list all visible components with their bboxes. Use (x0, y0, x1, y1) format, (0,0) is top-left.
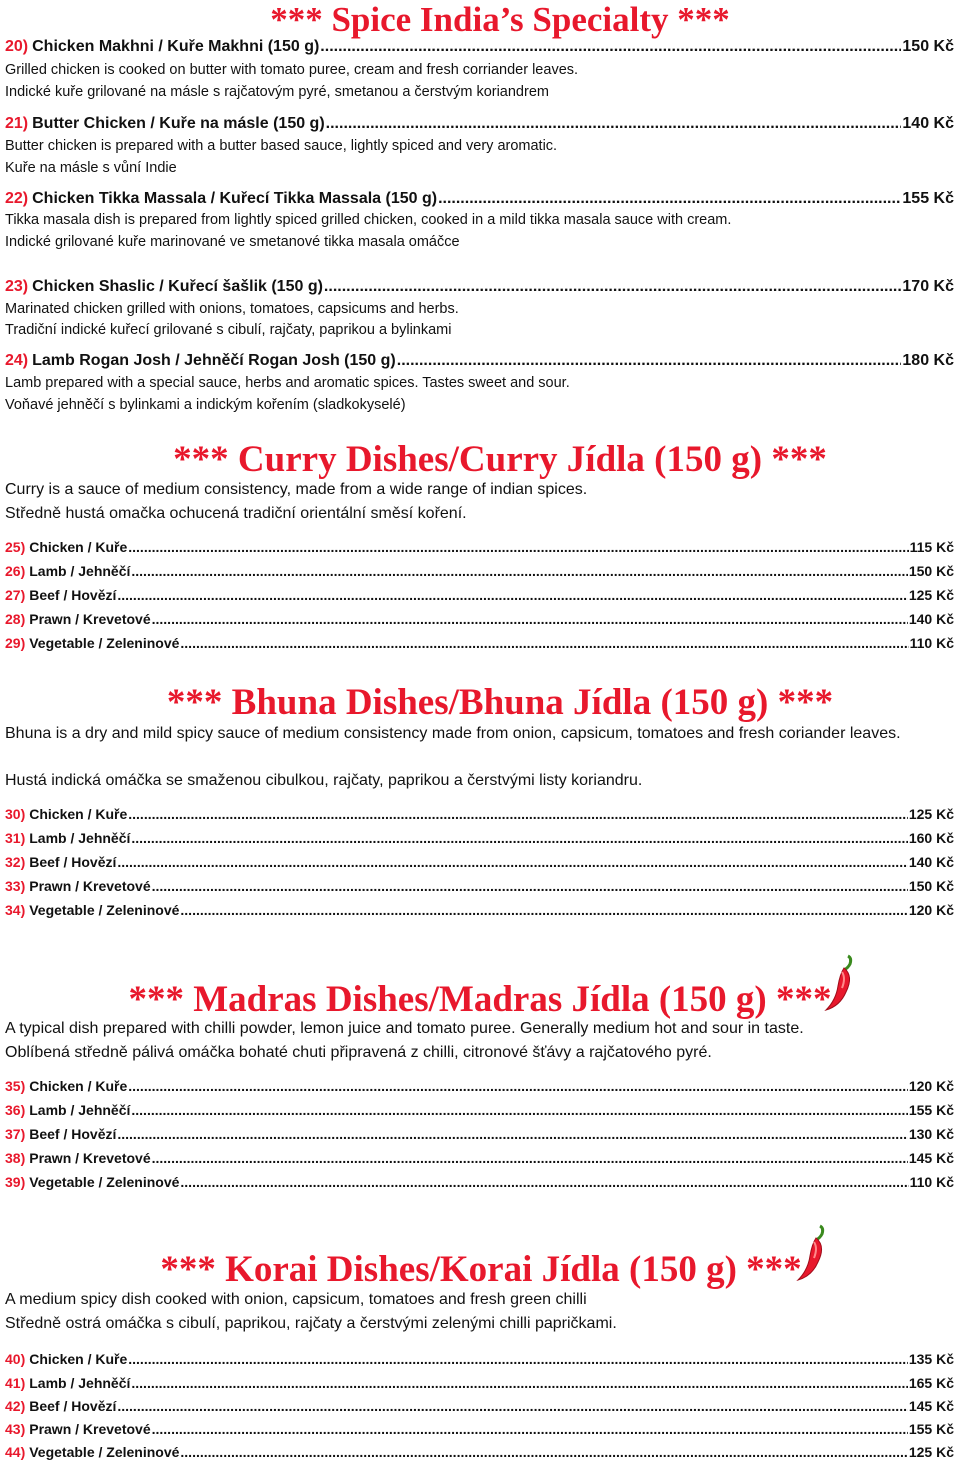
item-number: 21) (5, 115, 29, 132)
dot-leader (326, 115, 902, 133)
item-name: Prawn / Krevetové (29, 1150, 151, 1166)
specialty-title: *** Spice India’s Specialty *** (270, 0, 730, 39)
menu-item (5, 854, 954, 870)
korai-intro-cz: Středně ostrá omáčka s cibulí, paprikou, rajčaty a čerstvými zelenými chilli papričkami. (5, 1315, 617, 1332)
item-number: 22) (5, 190, 29, 207)
menu-item (5, 563, 954, 579)
item-price: 135 Kč (908, 1351, 954, 1367)
item-desc-en: Lamb prepared with a special sauce, herbs and aromatic spices. Tastes sweet and sour. (5, 375, 570, 391)
item-price: 150 Kč (908, 563, 954, 579)
item-name: Chicken / Kuře (29, 806, 128, 822)
item-name: Beef / Hovězí (29, 1398, 117, 1414)
item-number: 23) (5, 278, 29, 295)
item-name: Butter Chicken / Kuře na másle (150 g) (32, 115, 325, 132)
item-name: Prawn / Krevetové (29, 1421, 151, 1437)
dot-leader (117, 1126, 907, 1142)
item-name: Vegetable / Zeleninové (29, 902, 180, 918)
item-number: 29) (5, 635, 26, 651)
item-name: Chicken Shaslic / Kuřecí šašlik (150 g) (32, 278, 323, 295)
item-name: Lamb / Jehněčí (29, 563, 131, 579)
item-number: 38) (5, 1150, 26, 1166)
item-price: 160 Kč (908, 830, 954, 846)
dot-leader (117, 587, 907, 603)
madras-intro-cz: Oblíbená středně pálivá omáčka bohaté chuti připravená z chilli, citronové šťávy a rajčatového pyré. (5, 1044, 712, 1061)
dot-leader (117, 854, 907, 870)
item-price: 110 Kč (909, 1174, 954, 1190)
item-price: 150 Kč (908, 878, 954, 894)
item-number: 26) (5, 563, 26, 579)
item-price: 170 Kč (902, 278, 954, 295)
item-desc-en: Butter chicken is prepared with a butter based sauce, lightly spiced and very aromatic. (5, 138, 558, 154)
item-price: 145 Kč (908, 1150, 954, 1166)
menu-item (5, 352, 954, 370)
item-name: Lamb Rogan Josh / Jehněčí Rogan Josh (150 g) (32, 352, 396, 369)
curry-title: *** Curry Dishes/Curry Jídla (150 g) *** (173, 439, 827, 480)
menu-item (5, 635, 954, 651)
menu-item (5, 806, 954, 822)
item-name: Lamb / Jehněčí (29, 830, 131, 846)
chili-pepper-icon (790, 1222, 830, 1282)
menu-item (5, 1174, 954, 1190)
item-desc-en: Marinated chicken grilled with onions, tomatoes, capsicums and herbs. (5, 301, 459, 317)
menu-item (5, 830, 954, 846)
dot-leader (131, 1375, 907, 1391)
item-desc-cz: Indické grilované kuře marinované ve smetanové tikka masala omáčce (5, 234, 460, 250)
dot-leader (180, 1444, 907, 1460)
item-desc-en: Tikka masala dish is prepared from lightly spiced grilled chicken, cooked in a mild tikka masala sauce with cream. (5, 212, 732, 228)
item-desc-en: Grilled chicken is cooked on butter with tomato puree, cream and fresh corriander leaves. (5, 62, 579, 78)
item-number: 43) (5, 1421, 26, 1437)
item-name: Chicken Makhni / Kuře Makhni (150 g) (32, 38, 320, 55)
menu-item (5, 1150, 954, 1166)
item-number: 20) (5, 38, 29, 55)
dot-leader (128, 806, 908, 822)
menu-item (5, 539, 954, 555)
dot-leader (152, 878, 908, 894)
dot-leader (131, 830, 907, 846)
dot-leader (128, 1351, 908, 1367)
item-number: 41) (5, 1375, 26, 1391)
menu-item (5, 1126, 954, 1142)
menu-item (5, 611, 954, 627)
dot-leader (180, 1174, 908, 1190)
dot-leader (152, 1150, 908, 1166)
menu-item (5, 115, 954, 133)
item-number: 42) (5, 1398, 26, 1414)
bhuna-intro-cz: Hustá indická omáčka se smaženou cibulkou, rajčaty, paprikou a čerstvými listy koriandru. (5, 772, 643, 789)
curry-intro-cz: Středně hustá omačka ochucená tradiční orientální směsí koření. (5, 505, 467, 522)
item-price: 155 Kč (908, 1421, 954, 1437)
item-desc-cz: Voňavé jehněčí s bylinkami a indickým kořením (sladkokyselé) (5, 397, 406, 413)
item-number: 33) (5, 878, 26, 894)
item-price: 125 Kč (908, 587, 954, 603)
item-number: 24) (5, 352, 29, 369)
item-number: 34) (5, 902, 26, 918)
madras-intro-en: A typical dish prepared with chilli powder, lemon juice and tomato puree. Generally medium hot and sour in taste. (5, 1020, 804, 1037)
item-name: Vegetable / Zeleninové (29, 635, 180, 651)
item-name: Chicken / Kuře (29, 1078, 128, 1094)
korai-title: *** Korai Dishes/Korai Jídla (150 g) *** (160, 1249, 802, 1290)
item-number: 28) (5, 611, 26, 627)
item-price: 125 Kč (908, 1444, 954, 1460)
dot-leader (180, 635, 908, 651)
item-price: 165 Kč (908, 1375, 954, 1391)
dot-leader (152, 1421, 908, 1437)
menu-item (5, 1102, 954, 1118)
madras-title: *** Madras Dishes/Madras Jídla (150 g) *** (128, 979, 832, 1020)
item-number: 39) (5, 1174, 26, 1190)
item-price: 140 Kč (902, 115, 954, 132)
item-name: Chicken / Kuře (29, 539, 128, 555)
menu-item (5, 902, 954, 918)
item-name: Lamb / Jehněčí (29, 1375, 131, 1391)
item-number: 37) (5, 1126, 26, 1142)
menu-item (5, 1351, 954, 1367)
item-number: 30) (5, 806, 26, 822)
item-number: 31) (5, 830, 26, 846)
item-number: 35) (5, 1078, 26, 1094)
item-name: Prawn / Krevetové (29, 611, 151, 627)
item-number: 40) (5, 1351, 26, 1367)
item-price: 120 Kč (908, 902, 954, 918)
menu-item (5, 1078, 954, 1094)
item-name: Vegetable / Zeleninové (29, 1444, 180, 1460)
item-price: 110 Kč (909, 635, 954, 651)
item-name: Lamb / Jehněčí (29, 1102, 131, 1118)
item-desc-cz: Indické kuře grilované na másle s rajčatovým pyré, smetanou a čerstvým koriandrem (5, 84, 549, 100)
item-name: Chicken / Kuře (29, 1351, 128, 1367)
dot-leader (152, 611, 908, 627)
menu-item (5, 878, 954, 894)
dot-leader (131, 563, 907, 579)
chili-pepper-icon (818, 952, 858, 1012)
curry-intro-en: Curry is a sauce of medium consistency, made from a wide range of indian spices. (5, 481, 588, 498)
item-name: Vegetable / Zeleninové (29, 1174, 180, 1190)
item-price: 145 Kč (908, 1398, 954, 1414)
item-number: 27) (5, 587, 26, 603)
item-name: Beef / Hovězí (29, 587, 117, 603)
dot-leader (180, 902, 907, 918)
menu-item (5, 1398, 954, 1414)
item-price: 115 Kč (909, 539, 954, 555)
item-desc-cz: Kuře na másle s vůní Indie (5, 160, 177, 176)
menu-item (5, 1375, 954, 1391)
item-price: 140 Kč (908, 854, 954, 870)
dot-leader (128, 1078, 908, 1094)
bhuna-title: *** Bhuna Dishes/Bhuna Jídla (150 g) *** (166, 682, 834, 723)
item-number: 32) (5, 854, 26, 870)
korai-intro-en: A medium spicy dish cooked with onion, capsicum, tomatoes and fresh green chilli (5, 1291, 587, 1308)
item-price: 155 Kč (908, 1102, 954, 1118)
dot-leader (320, 38, 901, 56)
menu-item (5, 1421, 954, 1437)
item-price: 140 Kč (908, 611, 954, 627)
item-price: 130 Kč (908, 1126, 954, 1142)
dot-leader (117, 1398, 907, 1414)
item-price: 120 Kč (908, 1078, 954, 1094)
item-name: Chicken Tikka Massala / Kuřecí Tikka Massala (150 g) (32, 190, 438, 207)
item-price: 155 Kč (902, 190, 954, 207)
item-desc-cz: Tradiční indické kuřecí grilované s cibulí, rajčaty, paprikou a bylinkami (5, 322, 452, 338)
menu-item (5, 278, 954, 296)
menu-item (5, 587, 954, 603)
item-price: 180 Kč (902, 352, 954, 369)
item-price: 125 Kč (908, 806, 954, 822)
dot-leader (397, 352, 902, 370)
item-name: Prawn / Krevetové (29, 878, 151, 894)
dot-leader (324, 278, 901, 296)
menu-item (5, 1444, 954, 1460)
item-number: 25) (5, 539, 26, 555)
dot-leader (131, 1102, 907, 1118)
menu-item (5, 38, 954, 56)
dot-leader (438, 190, 901, 208)
dot-leader (128, 539, 908, 555)
item-name: Beef / Hovězí (29, 854, 117, 870)
item-name: Beef / Hovězí (29, 1126, 117, 1142)
item-number: 36) (5, 1102, 26, 1118)
bhuna-intro-en: Bhuna is a dry and mild spicy sauce of medium consistency made from onion, capsicum, tomatoes and fresh coriander leaves. (5, 725, 901, 742)
item-number: 44) (5, 1444, 26, 1460)
item-price: 150 Kč (902, 38, 954, 55)
menu-item (5, 190, 954, 208)
